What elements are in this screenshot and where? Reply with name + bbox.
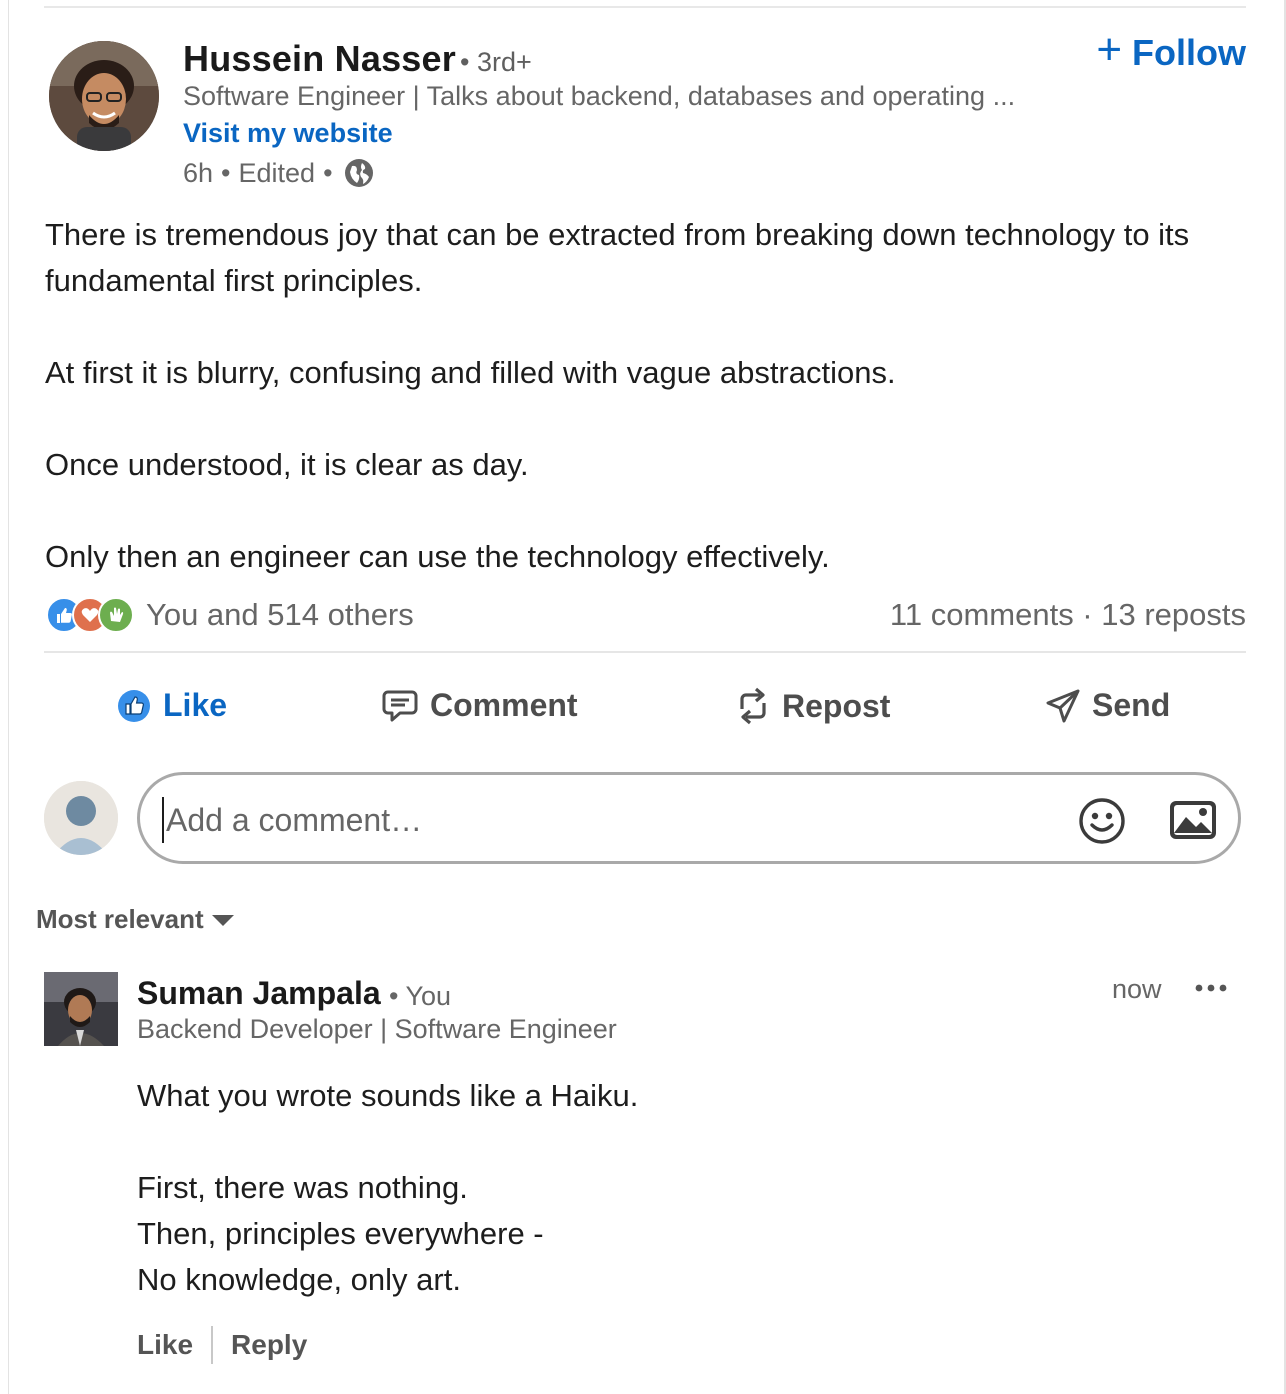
comment-time: now [1112,974,1162,1004]
commenter-avatar[interactable] [44,972,118,1046]
author-avatar[interactable] [49,41,159,151]
reply-button[interactable]: Reply [231,1329,308,1360]
comment-line [137,1119,638,1165]
send-button[interactable] [1046,687,1170,724]
image-icon[interactable] [1168,799,1218,841]
globe-icon [343,157,375,189]
meta-separator: • [323,157,333,188]
comment-body [137,1073,638,1303]
commenter-photo [44,972,118,1046]
clap-icon [98,597,134,633]
emoji-icon[interactable] [1078,797,1126,845]
author-name[interactable]: Hussein Nasser [183,38,456,79]
comment-line: First, there was nothing. [137,1170,468,1205]
actions-divider [44,651,1246,653]
repost-button[interactable] [736,687,890,725]
like-label: Like [163,687,228,723]
sort-label: Most relevant [36,904,204,934]
my-avatar[interactable] [44,781,118,855]
post-paragraph: At first it is blurry, confusing and filled with vague abstractions. [45,355,896,390]
comment-composer[interactable] [137,772,1241,864]
author-headline: Software Engineer | Talks about backend, databases and operating ... [183,81,1016,111]
comment-label: Comment [430,687,578,723]
caret-down-icon [212,915,234,926]
action-separator [211,1326,213,1364]
sort-dropdown[interactable] [36,904,234,935]
comment-input[interactable] [162,797,1048,843]
person-icon [44,781,118,855]
repost-label: Repost [782,687,891,724]
send-label: Send [1092,687,1171,723]
repost-icon [736,687,770,725]
send-icon [1046,689,1080,723]
reactions-count[interactable]: You and 514 others [146,597,414,632]
card-left-edge [8,0,9,1394]
post-time: 6h [183,157,214,188]
visit-website-link[interactable]: Visit my website [183,118,393,148]
comment-line: No knowledge, only art. [137,1262,461,1297]
more-options-icon[interactable] [1193,976,1229,1000]
comment-line: What you wrote sounds like a Haiku. [137,1078,639,1113]
follow-button[interactable] [1096,25,1246,74]
plus-icon: + [1096,25,1123,74]
post-paragraph: Only then an engineer can use the technology effectively. [45,539,830,574]
you-badge: • You [389,981,452,1011]
commenter-headline: Backend Developer | Software Engineer [137,1014,617,1044]
post-paragraph: There is tremendous joy that can be extracted from breaking down technology to its fundamental first principles. [45,217,1190,298]
comment-line: Then, principles everywhere - [137,1216,544,1251]
comment-like-button[interactable]: Like [137,1329,194,1360]
post-body [45,212,1245,580]
reaction-icons[interactable] [46,597,124,633]
connection-degree: • 3rd+ [460,47,532,77]
edited-label: Edited [238,157,316,188]
comment-actions [137,1326,307,1364]
post-meta [183,157,375,189]
author-photo [49,41,159,151]
comments-reposts-count[interactable]: 11 comments · 13 reposts [889,597,1246,632]
top-divider [44,6,1246,8]
commenter-name[interactable]: Suman Jampala [137,975,381,1011]
post-paragraph: Once understood, it is clear as day. [45,447,529,482]
comment-icon [382,689,418,723]
comment-button[interactable] [382,687,578,724]
like-button[interactable] [117,687,227,724]
meta-separator: • [221,157,231,188]
like-icon [117,689,151,723]
follow-label: Follow [1132,32,1246,73]
